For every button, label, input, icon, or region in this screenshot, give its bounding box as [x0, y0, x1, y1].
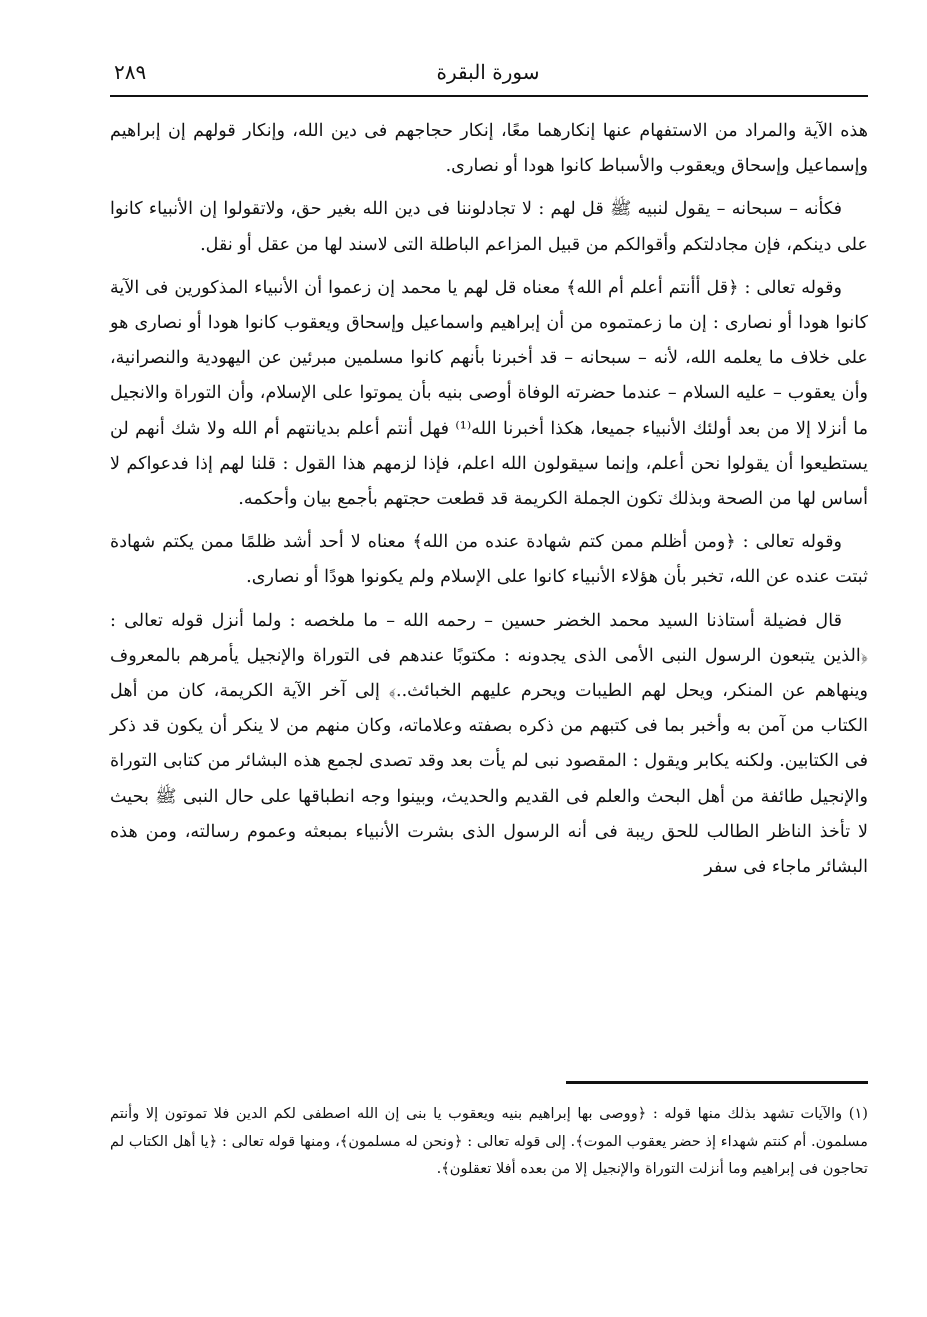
paragraph: قال فضيلة أستاذنا السيد محمد الخضر حسين – رحمه الله – ما ملخصه : ولما أنزل قوله تعالى : ﴿الذين يتبعون الرسول النبى الأمى الذى يجدونه : مكتوبًا عندهم فى التوراة والإنجيل يأمرهم بالمعروف وينهاهم عن المنكر، ويحل لهم الطيبات ويحرم عليهم الخبائث..﴾ إلى آخر الآية الكريمة، كان من أهل الكتاب من آمن به وأخبر بما فى كتبهم من ذكره بصفته وعلاماته، وكان منهم من لا ينكر أن يكون قد ذكر فى الكتابين. ولكنه يكابر ويقول : المقصود نبى لم يأت بعد وقد تصدى لجمع هذه البشائر من كتابى التوراة والإنجيل طائفة من أهل البحث والعلم فى القديم والحديث، وبينوا وجه انطباقها على حال النبى ﷺ بحيث لا تأخذ الناظر الطالب للحق ريبة فى أنه الرسول الذى بشرت الأنبياء بمبعثه وعموم رسالته، ومن هذه البشائر ماجاء فى سفر — [110, 610, 868, 878]
paragraph: فكأنه – سبحانه – يقول لنبيه ﷺ قل لهم : لا تجادلوننا فى دين الله بغير حق، ولاتقولوا إن الأنبياء كانوا على دينكم، فإن مجادلتكم وأقوالكم من قبيل المزاعم الباطلة التى لاسند لها من عقل أو نقل. — [110, 199, 868, 255]
paragraph: وقوله تعالى : ﴿ومن أظلم ممن كتم شهادة عنده من الله﴾ معناه لا أحد أشد ظلمًا ممن يكتم شهادة ثبتت عنده عن الله، تخبر بأن هؤلاء الأنبياء كانوا على الإسلام ولم يكونوا هودًا أو نصارى. — [110, 532, 868, 588]
page-header — [108, 58, 868, 94]
paragraph: وقوله تعالى : ﴿قل أأنتم أعلم أم الله﴾ معناه قل لهم يا محمد إن زعموا أن الأنبياء المذكورين فى الآية كانوا هودا أو نصارى : إن ما زعمتموه من أن إبراهيم واسماعيل وإسحاق ويعقوب كانوا هودا أو نصارى هو على خلاف ما يعلمه الله، لأنه – سبحانه – قد أخبرنا بأنهم كانوا مسلمين مبرئين عن اليهودية والنصرانية، وأن يعقوب – عليه السلام – عندما حضرته الوفاة أوصى بنيه بأن يموتوا على الإسلام، وأن التوراة والانجيل ما أنزلا إلا من بعد أولئك الأنبياء جميعا، هكذا أخبرنا الله⁽¹⁾ فهل أنتم أعلم بديانتهم أم الله ولا شك أنهم لن يستطيعوا أن يقولوا نحن أعلم، وإنما سيقولون الله اعلم، فإذا لزمهم هذا القول : قلنا لهم إذا فدعواكم لا أساس لها من الصحة وبذلك تكون الجملة الكريمة قد قطعت حجتهم بأجمع بيان وأحكمه. — [110, 277, 868, 510]
surah-title: سورة البقرة — [436, 60, 540, 84]
paragraph: هذه الآية والمراد من الاستفهام عنها إنكارهما معًا، إنكار حجاجهم فى دين الله، وإنكار قولهم إن إبراهيم وإسماعيل وإسحاق ويعقوب والأسباط كانوا هودا أو نصارى. — [110, 121, 868, 177]
header-rule — [110, 95, 868, 97]
footnote: (١) والآيات تشهد بذلك منها قوله : ﴿ووصى بها إبراهيم بنيه ويعقوب يا بنى إن الله اصطفى لكم الدين فلا تموتون إلا وأنتم مسلمون. أم كنتم شهداء إذ حضر يعقوب الموت﴾. إلى قوله تعالى : ﴿ونحن له مسلمون﴾، ومنها قوله تعالى : ﴿يا أهل الكتاب لم تحاجون فى إبراهيم وما أنزلت التوراة والإنجيل إلا من بعده أفلا تعقلون﴾. — [110, 1105, 868, 1177]
footnotes — [110, 1100, 868, 1183]
footnote-rule — [566, 1081, 868, 1084]
page-number: ٢٨٩ — [114, 60, 147, 84]
main-text — [110, 114, 868, 893]
